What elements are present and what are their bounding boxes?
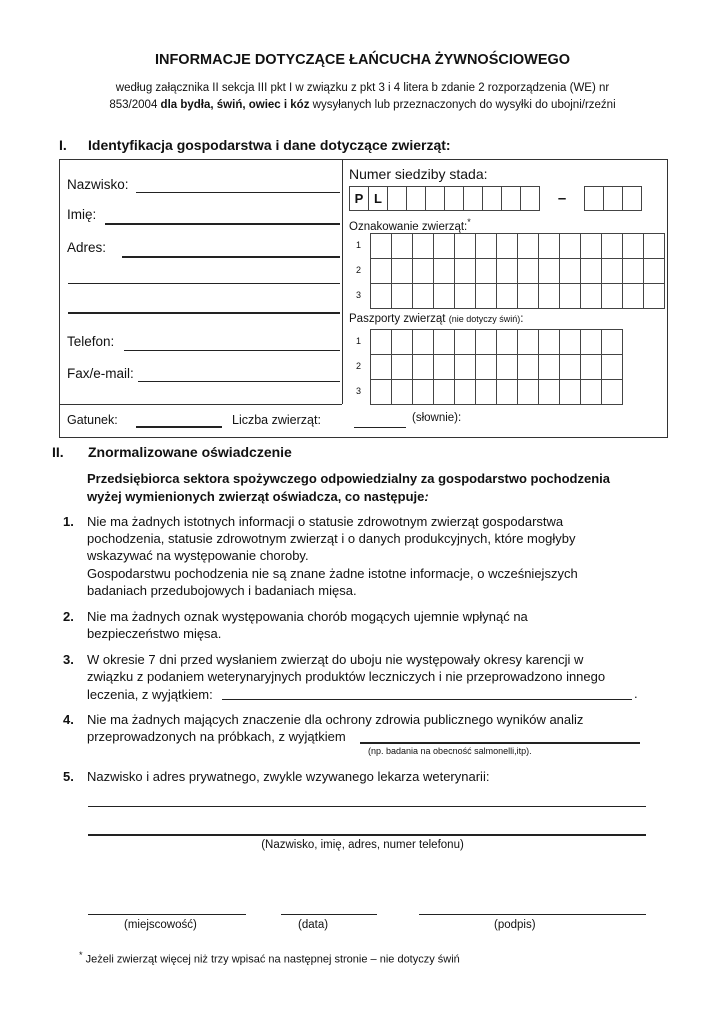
imie-label: Imię:: [67, 207, 97, 222]
item-1-line-4: Gospodarstwu pochodzenia nie są znane żadne istotne informacje, o wcześniejszych: [87, 566, 578, 581]
data-label: (data): [298, 919, 329, 931]
oznakowanie-text: Oznakowanie zwierząt:: [349, 220, 468, 233]
herd-digit-cell[interactable]: [520, 186, 540, 211]
row-number: 3: [356, 290, 362, 300]
item-2-line-2: bezpieczeństwo mięsa.: [87, 626, 222, 641]
vet-field-2[interactable]: [88, 834, 646, 836]
item-3-line-3: leczenia, z wyjątkiem:: [87, 687, 213, 702]
item-4-line-2: przeprowadzonych na próbkach, z wyjątkiem: [87, 729, 346, 744]
item-3-period: .: [634, 686, 638, 701]
oznakowanie-row-2[interactable]: [370, 258, 665, 284]
footnote-mark: *: [79, 950, 83, 960]
nazwisko-label: Nazwisko:: [67, 177, 129, 192]
item-number: 1.: [63, 514, 74, 529]
subtitle-regulation-number: 853/2004: [109, 99, 161, 111]
telefon-field[interactable]: [124, 350, 340, 351]
item-3-line-1: W okresie 7 dni przed wysłaniem zwierząt do uboju nie występowały okresy karencji w: [87, 652, 584, 667]
section1-number: I.: [59, 137, 67, 153]
item-number: 5.: [63, 769, 74, 784]
item-1-line-2: pochodzenia, statusie zdrowotnym zwierząt i o danych produkcyjnych, które mogłyby: [87, 531, 576, 546]
item-number: 2.: [63, 609, 74, 624]
row-number: 1: [356, 240, 362, 250]
paszporty-note: (nie dotyczy świń): [448, 314, 521, 324]
adres-field-1[interactable]: [122, 256, 340, 258]
item-3-line-2: związku z podaniem weterynaryjnych produktów leczniczych i nie przeprowadzono innego: [87, 669, 606, 684]
nazwisko-field[interactable]: [136, 192, 340, 193]
oznakowanie-label: [349, 217, 471, 233]
paszporty-table: [349, 329, 619, 405]
row-number: 3: [356, 386, 362, 396]
oznakowanie-asterisk: *: [467, 217, 471, 227]
declaration-intro-text: wyżej wymienionych zwierząt oświadcza, co następuje: [87, 489, 425, 504]
vet-field-1[interactable]: [88, 806, 646, 807]
pl-l-cell: L: [368, 186, 388, 211]
liczba-label: Liczba zwierząt:: [232, 413, 321, 427]
item-4-line-1: Nie ma żadnych mających znaczenie dla ochrony zdrowia publicznego wyników analiz: [87, 712, 584, 727]
subtitle-line-2: [40, 97, 685, 114]
herd-digit-cell[interactable]: [444, 186, 464, 211]
data-field[interactable]: [281, 914, 377, 915]
item-number: 3.: [63, 652, 74, 667]
herd-suffix-cell[interactable]: [603, 186, 623, 211]
herd-suffix-cell[interactable]: [584, 186, 604, 211]
section1-heading: Identyfikacja gospodarstwa i dane dotyczące zwierząt:: [88, 137, 451, 153]
numer-siedziby-label: Numer siedziby stada:: [349, 166, 488, 182]
footnote: [79, 950, 460, 966]
vet-field-note: (Nazwisko, imię, adres, numer telefonu): [261, 839, 464, 851]
oznakowanie-table: [349, 233, 661, 309]
declaration-intro-line-1: Przedsiębiorca sektora spożywczego odpowiedzialny za gospodarstwo pochodzenia: [87, 471, 610, 486]
herd-digit-cell[interactable]: [463, 186, 483, 211]
gatunek-label: Gatunek:: [67, 413, 118, 427]
subtitle-species: dla bydła, świń, owiec i kóz: [160, 99, 310, 111]
adres-field-2[interactable]: [68, 283, 340, 284]
item-1-line-5: badaniach przedubojowych i badaniach mięsa.: [87, 583, 357, 598]
item-5-line-1: Nazwisko i adres prywatnego, zwykle wzywanego lekarza weterynarii:: [87, 769, 490, 784]
declaration-intro-line-2: [87, 488, 639, 506]
section2-number: II.: [52, 444, 64, 460]
imie-field[interactable]: [105, 223, 340, 225]
miejscowosc-field[interactable]: [88, 914, 246, 915]
slownie-label: (słownie):: [412, 412, 462, 424]
item-number: 4.: [63, 712, 74, 727]
herd-digit-cell[interactable]: [501, 186, 521, 211]
oznakowanie-row-3[interactable]: [370, 283, 665, 309]
row-number: 1: [356, 336, 362, 346]
paszporty-row-1[interactable]: [370, 329, 623, 355]
oznakowanie-row-1[interactable]: [370, 233, 665, 259]
herd-digit-cell[interactable]: [387, 186, 407, 211]
footnote-text: Jeżeli zwierząt więcej niż trzy wpisać na następnej stronie – nie dotyczy świń: [85, 953, 460, 966]
box-horizontal-divider: [59, 404, 342, 405]
gatunek-field[interactable]: [136, 426, 222, 428]
fax-field[interactable]: [138, 381, 340, 382]
numer-siedziby-grid[interactable]: [349, 186, 642, 211]
podpis-field[interactable]: [419, 914, 646, 915]
miejscowosc-label: (miejscowość): [124, 919, 197, 931]
item-4-note: (np. badania na obecność salmonelli,itp).: [368, 746, 532, 756]
herd-suffix-cell[interactable]: [622, 186, 642, 211]
paszporty-row-3[interactable]: [370, 379, 623, 405]
fax-label: Fax/e-mail:: [67, 366, 134, 381]
item-2-line-1: Nie ma żadnych oznak występowania chorób mogących ujemnie wpłynąć na: [87, 609, 528, 624]
paszporty-row-2[interactable]: [370, 354, 623, 380]
subtitle-destination: wysyłanych lub przeznaczonych do wysyłki do ubojni/rzeźni: [309, 99, 616, 111]
subtitle-line-1: według załącznika II sekcja III pkt I w związku z pkt 3 i 4 litera b zdanie 2 rozporządzenia (WE) nr: [115, 82, 610, 94]
section2-heading: Znormalizowane oświadczenie: [88, 444, 292, 460]
item-4-exception-field[interactable]: [360, 742, 640, 744]
pl-p-cell: P: [349, 186, 369, 211]
row-number: 2: [356, 265, 362, 275]
paszporty-label: [349, 313, 523, 325]
box-vertical-divider: [342, 159, 343, 404]
herd-digit-cell[interactable]: [425, 186, 445, 211]
herd-dash: –: [557, 190, 567, 207]
item-1-line-1: Nie ma żadnych istotnych informacji o statusie zdrowotnym zwierząt gospodarstwa: [87, 514, 564, 529]
paszporty-colon: :: [520, 313, 524, 325]
podpis-label: (podpis): [494, 919, 536, 931]
item-3-exception-field[interactable]: [222, 699, 632, 700]
row-number: 2: [356, 361, 362, 371]
adres-label: Adres:: [67, 240, 107, 255]
paszporty-text: Paszporty zwierząt: [349, 313, 446, 325]
herd-digit-cell[interactable]: [482, 186, 502, 211]
item-1-line-3: wskazywać na występowanie choroby.: [87, 548, 309, 563]
adres-field-3[interactable]: [68, 312, 340, 314]
liczba-field[interactable]: [354, 427, 406, 428]
document-title: INFORMACJE DOTYCZĄCE ŁAŃCUCHA ŻYWNOŚCIOWEGO: [154, 52, 571, 68]
telefon-label: Telefon:: [67, 334, 115, 349]
herd-digit-cell[interactable]: [406, 186, 426, 211]
declaration-intro-colon: :: [424, 489, 429, 504]
